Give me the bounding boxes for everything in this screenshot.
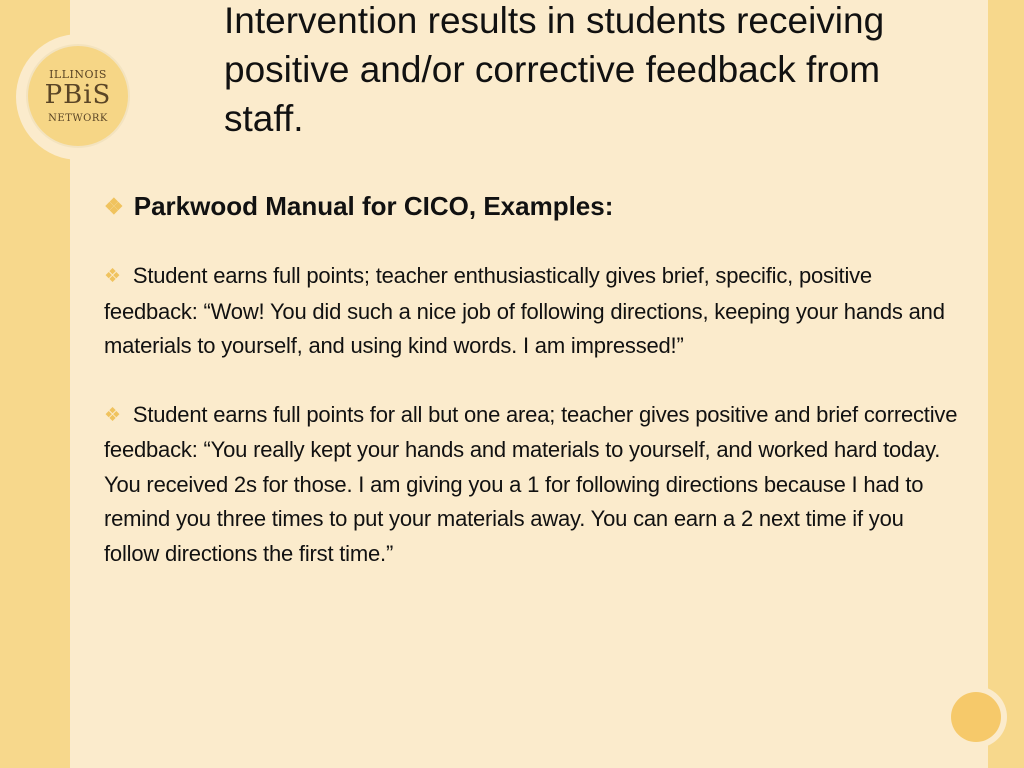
- slide-content: [104, 188, 964, 571]
- section-heading: [104, 188, 964, 225]
- example-item: [104, 259, 964, 364]
- slide-title: Intervention results in students receiving positive and/or corrective feedback from staff.: [224, 0, 885, 139]
- logo-line-pbis: PBiS: [44, 80, 112, 110]
- diamond-bullet-icon: ❖: [104, 194, 124, 219]
- diamond-bullet-icon: ❖: [104, 266, 121, 287]
- section-heading-text: Parkwood Manual for CICO, Examples:: [133, 191, 614, 221]
- diamond-bullet-icon: ❖: [104, 404, 121, 426]
- logo-line-network: NETWORK: [48, 113, 108, 124]
- logo-line-illinois: ILLINOIS: [49, 68, 107, 81]
- example-text: Student earns full points; teacher enthusiastically gives brief, specific, positive feedback: “Wow! You did such a nice job of following directions, keeping your hands and materials to yourself, and using kind words. I am impressed!”: [104, 263, 945, 358]
- corner-circle-icon: [951, 692, 1001, 742]
- pbis-logo: [26, 44, 130, 148]
- example-text: Student earns full points for all but one area; teacher gives positive and brief corrective feedback: “You really kept your hands and materials to yourself, and worked hard today. You received 2s for those. I am giving you a 1 for following directions because I had to remind you three times to put your materials away. You can earn a 2 next time if you follow directions the first time.”: [104, 401, 958, 566]
- example-item: [104, 398, 964, 572]
